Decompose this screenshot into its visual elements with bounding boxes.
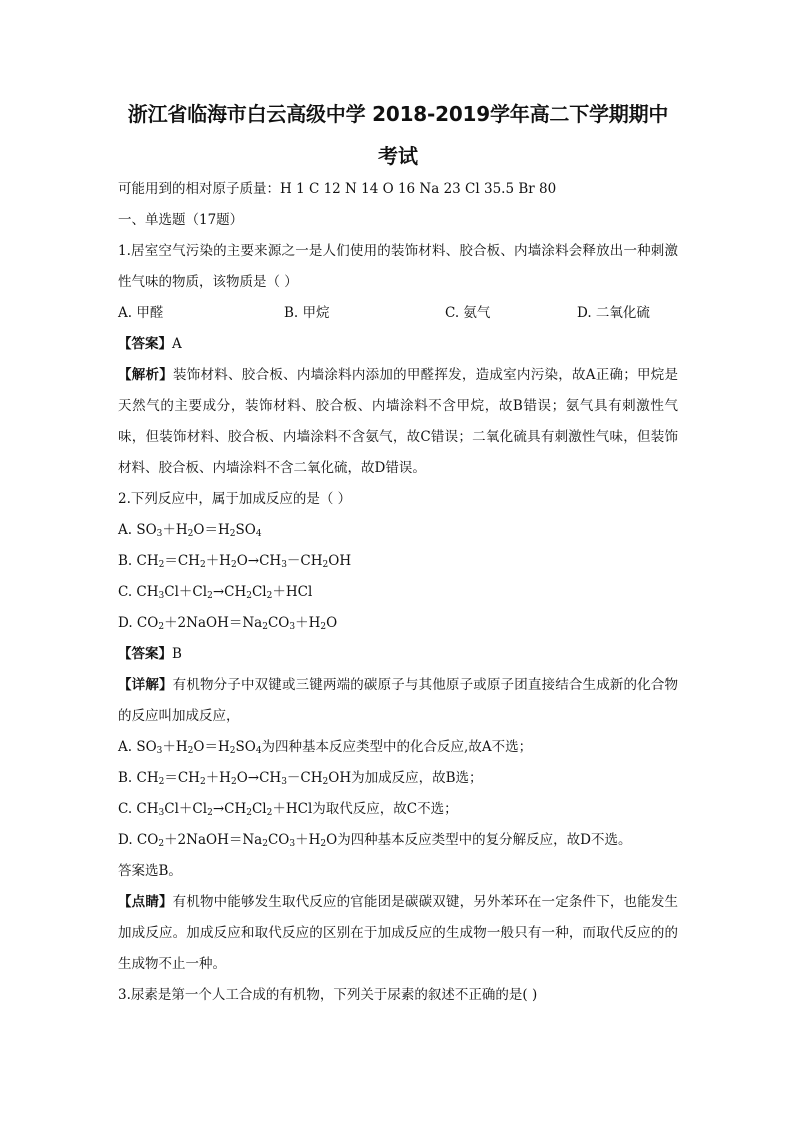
- q1-option-a: A. 甲醛: [118, 305, 164, 321]
- q2-detail-c: C. $CH_3Cl+Cl_2\to CH_2Cl_2+HCl$为取代反应，故C不选；: [118, 801, 458, 818]
- q2-detail-a: A. $SO_3+H_2O=H_2SO_4$为四种基本反应类型中的化合反应,故A不选；: [118, 739, 533, 756]
- q2-detail-d: D. $CO_2+2NaOH=Na_2CO_3+H_2O$为四种基本反应类型中的复分解反应，故D不选。: [118, 832, 632, 849]
- title-line-1: 浙江省临海市白云高级中学 2018-2019学年高二下学期期中: [127, 102, 669, 126]
- section-heading: 一、单选题（17题）: [118, 212, 244, 228]
- q2-answer-value: B: [172, 646, 182, 662]
- q1-options: [118, 298, 678, 329]
- q2-detail: [118, 670, 678, 732]
- detail-tag: 【详解】: [118, 677, 173, 693]
- q2-option-b: B. $CH_2=CH_2+H_2O\to CH_3-CH_2OH$: [118, 553, 352, 570]
- q2-option-c: C. $CH_3Cl+Cl_2\to CH_2Cl_2+HCl$: [118, 584, 313, 601]
- q2-option-a: A. $SO_3+H_2O=H_2SO_4$: [118, 522, 262, 539]
- q1-option-b: B. 甲烷: [284, 305, 330, 321]
- q2-option-d: D. $CO_2+2NaOH=Na_2CO_3+H_2O$: [118, 615, 338, 632]
- q1-stem: 1.居室空气污染的主要来源之一是人们使用的装饰材料、胶合板、内墙涂料会释放出一种刺激性气味的物质，该物质是（ ）: [118, 243, 678, 290]
- note-tag: 【点睛】: [118, 894, 173, 910]
- q1-answer-value: A: [172, 336, 182, 352]
- q2-detail-b: B. $CH_2=CH_2+H_2O\to CH_3-CH_2OH$为加成反应，故B选；: [118, 770, 483, 787]
- answer-tag: 【答案】: [118, 646, 172, 662]
- q1-analysis-text: 装饰材料、胶合板、内墙涂料内添加的甲醛挥发，造成室内污染，故A正确；甲烷是天然气的主要成分，装饰材料、胶合板、内墙涂料不含甲烷，故B错误；氨气具有刺激性气味，但装饰材料、胶合板、内墙涂料不含氨气，故C错误；二氧化硫具有刺激性气味，但装饰材料、胶合板、内墙涂料不含二氧化硫，故D错误。: [118, 367, 679, 476]
- document-page: [118, 100, 678, 1011]
- q1-answer: [118, 329, 678, 360]
- q2-answer: [118, 639, 678, 670]
- q1-option-c: C. 氨气: [445, 305, 491, 321]
- q2-detail-text: 有机物分子中双键或三键两端的碳原子与其他原子或原子团直接结合生成新的化合物的反应叫加成反应，: [118, 677, 679, 724]
- answer-tag: 【答案】: [118, 336, 172, 352]
- q2-note-text: 有机物中能够发生取代反应的官能团是碳碳双键，另外苯环在一定条件下，也能发生加成反应。加成反应和取代反应的区别在于加成反应的生成物一般只有一种，而取代反应的的生成物不止一种。: [118, 894, 679, 972]
- page-title: [118, 100, 678, 170]
- q2-note: [118, 887, 678, 980]
- q2-conclusion: 答案选B。: [118, 863, 182, 879]
- q3-stem: 3.尿素是第一个人工合成的有机物，下列关于尿素的叙述不正确的是( ): [118, 987, 538, 1003]
- q1-analysis: [118, 360, 678, 484]
- analysis-tag: 【解析】: [118, 367, 174, 383]
- atomic-mass-line: 可能用到的相对原子质量：H 1 C 12 N 14 O 16 Na 23 Cl 35.5 Br 80: [118, 181, 557, 197]
- q2-stem: 2.下列反应中，属于加成反应的是（ ）: [118, 491, 352, 507]
- q1-option-d: D. 二氧化硫: [577, 305, 650, 321]
- title-line-2: 考试: [378, 144, 418, 168]
